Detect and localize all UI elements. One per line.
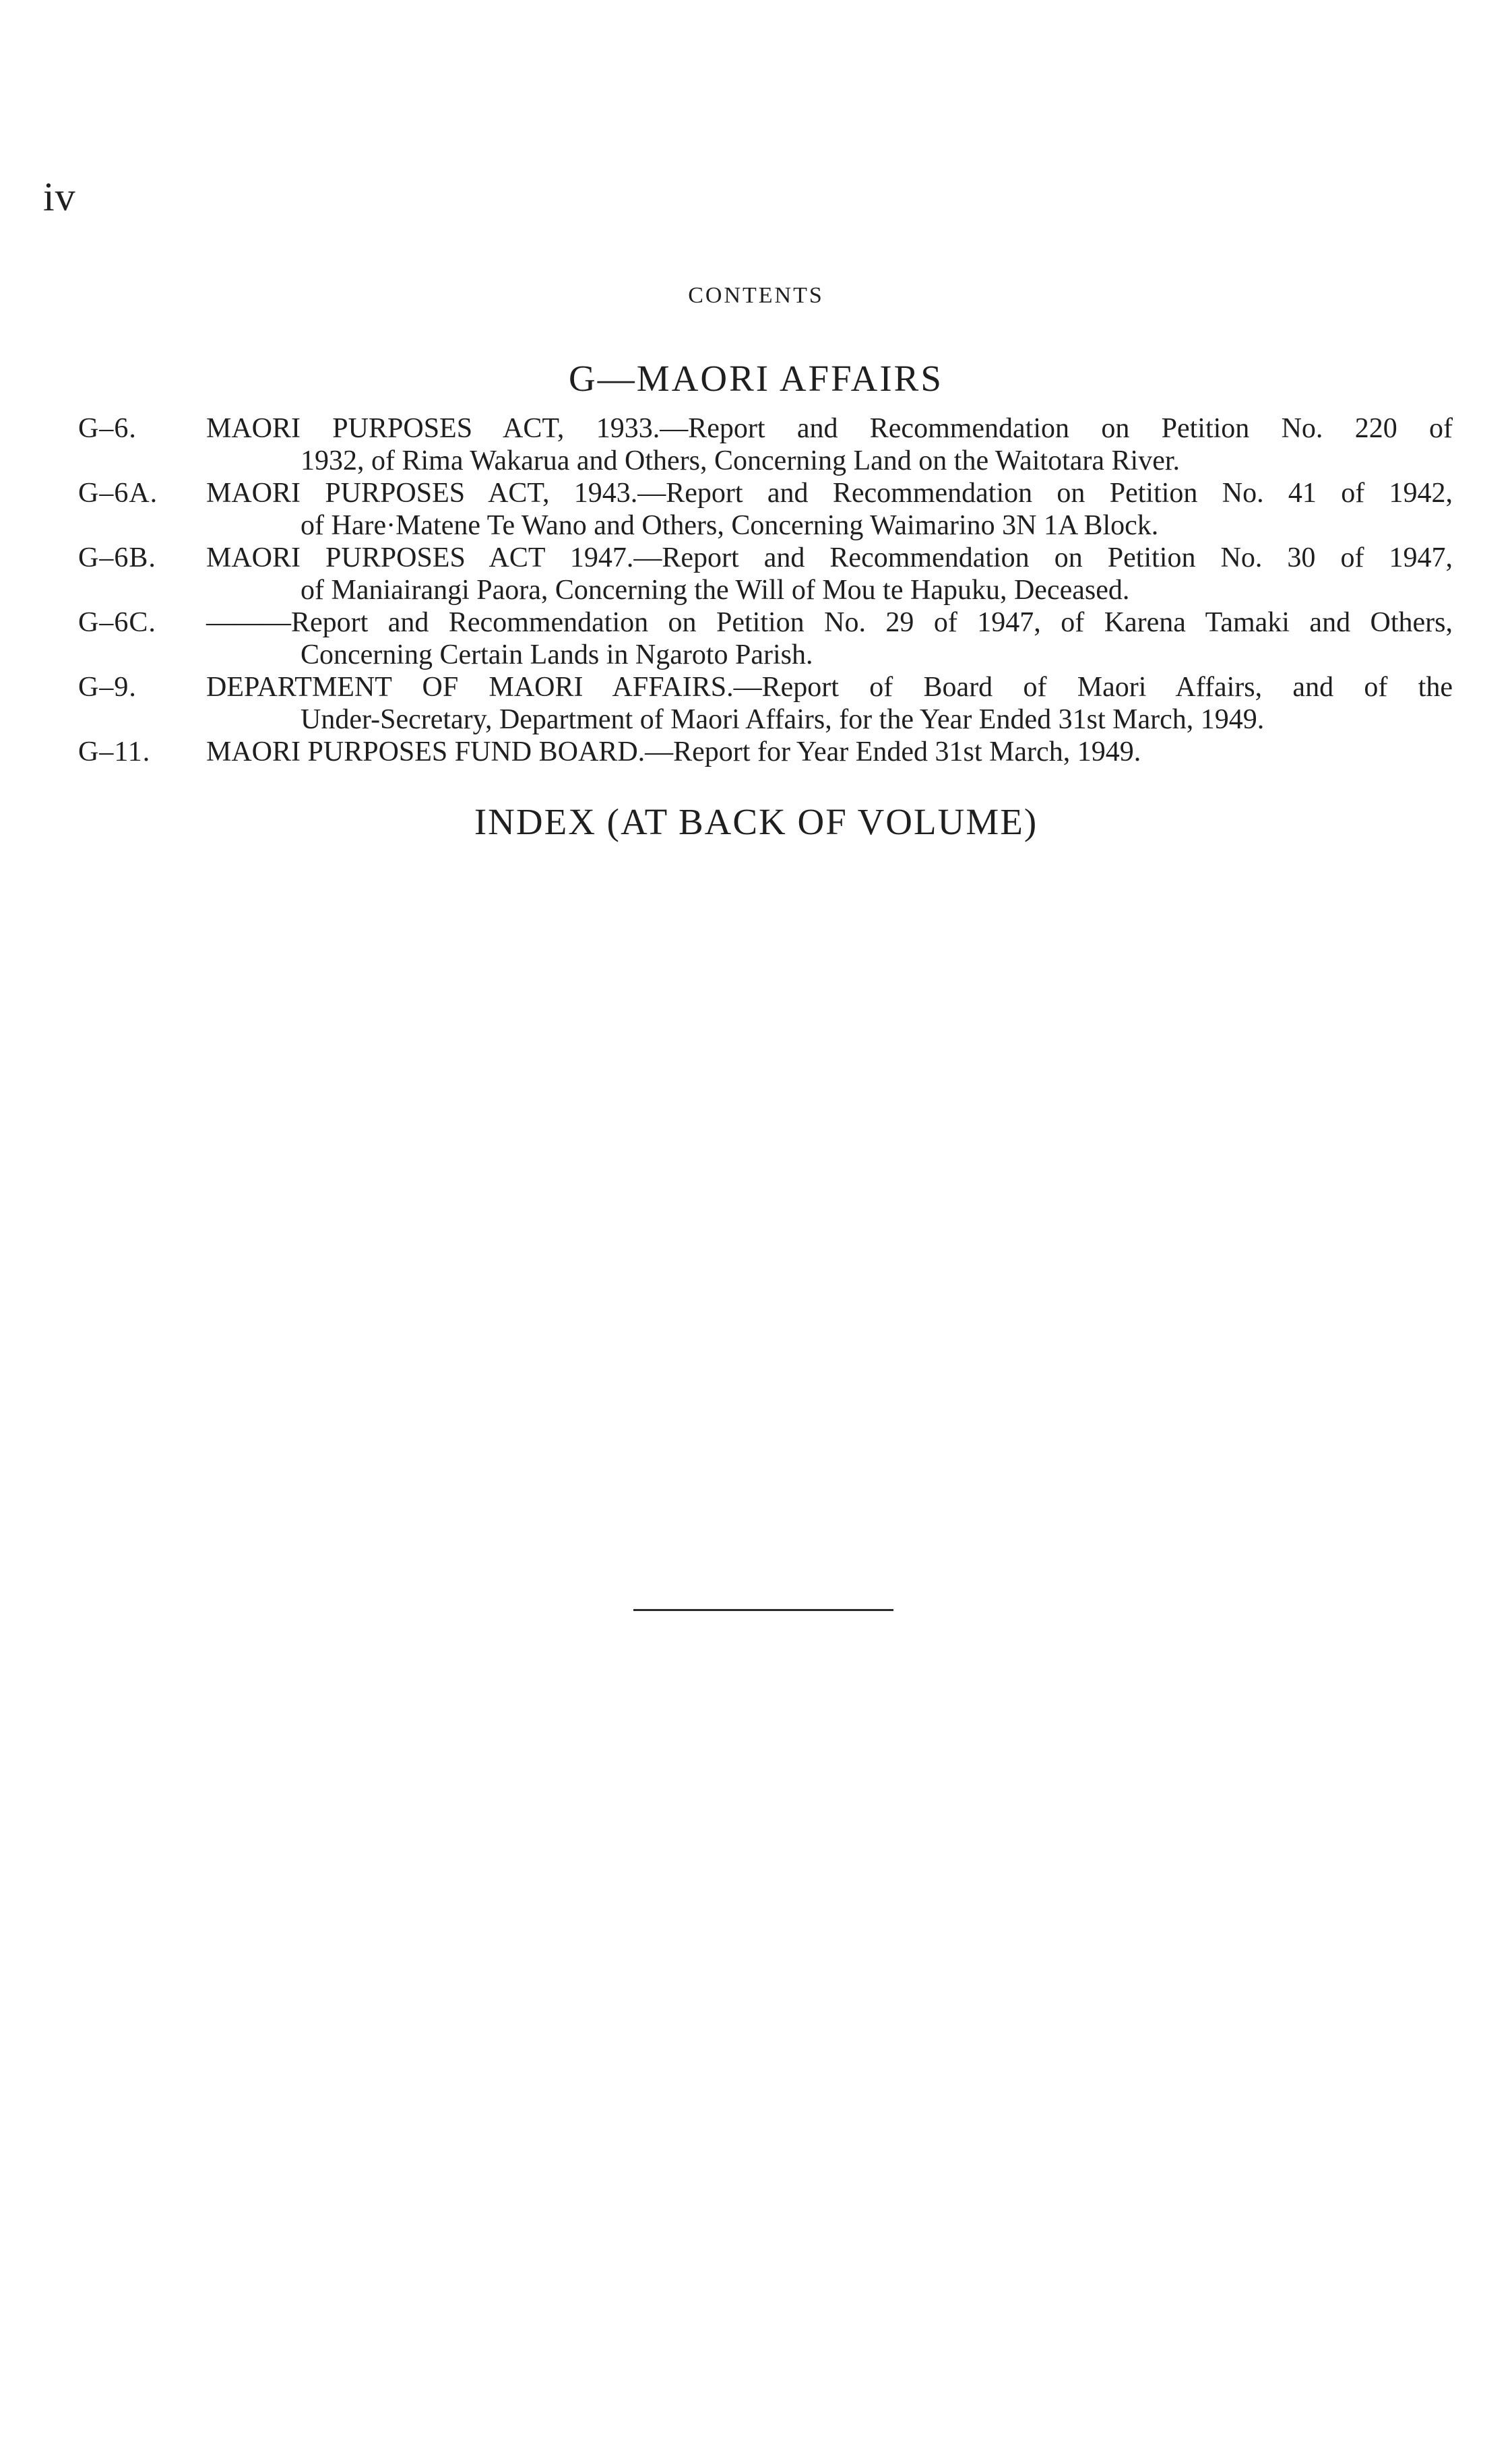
- index-note: INDEX (AT BACK OF VOLUME): [474, 801, 1038, 842]
- entry-text: [206, 412, 1453, 477]
- entry-line-2: Concerning Certain Lands in Ngaroto Parish.: [301, 639, 813, 670]
- entry-line-1: MAORI PURPOSES ACT, 1933.—Report and Recommendation on Petition No. 220 of: [206, 413, 1453, 444]
- entry-line-2: Under-Secretary, Department of Maori Affairs, for the Year Ended 31st March, 1949.: [301, 704, 1265, 735]
- entry-line-1: ———Report and Recommendation on Petition No. 29 of 1947, of Karena Tamaki and Others,: [206, 607, 1453, 638]
- entry-text: [206, 736, 1453, 768]
- entry-line-1: DEPARTMENT OF MAORI AFFAIRS.—Report of Board of Maori Affairs, and of the: [206, 672, 1453, 703]
- entry-line-1: MAORI PURPOSES ACT, 1943.—Report and Recommendation on Petition No. 41 of 1942,: [206, 478, 1453, 509]
- contents-entry: [78, 412, 1453, 477]
- entry-text: [206, 606, 1453, 671]
- entry-text: [206, 477, 1453, 542]
- entry-code: G–9.: [78, 672, 137, 703]
- entry-line-2: of Maniairangi Paora, Concerning the Will of Mou te Hapuku, Deceased.: [301, 575, 1130, 606]
- contents-heading: CONTENTS: [688, 283, 824, 308]
- entry-text: [206, 671, 1453, 736]
- contents-entry: [78, 671, 1453, 736]
- contents-entry: [78, 736, 1453, 768]
- entry-line-1: MAORI PURPOSES FUND BOARD.—Report for Year Ended 31st March, 1949.: [206, 736, 1141, 767]
- page-number: iv: [43, 175, 76, 219]
- entry-line-1: MAORI PURPOSES ACT 1947.—Report and Recommendation on Petition No. 30 of 1947,: [206, 542, 1453, 573]
- entry-code: G–6A.: [78, 478, 158, 509]
- contents-list: [78, 412, 1453, 768]
- entry-code: G–11.: [78, 736, 151, 767]
- contents-entry: [78, 606, 1453, 671]
- divider-rule: [633, 1609, 893, 1611]
- contents-entry: [78, 477, 1453, 542]
- entry-line-2: 1932, of Rima Wakarua and Others, Concerning Land on the Waitotara River.: [301, 445, 1180, 476]
- section-title: G—MAORI AFFAIRS: [569, 358, 943, 399]
- entry-code: G–6C.: [78, 607, 156, 638]
- contents-entry: [78, 542, 1453, 606]
- entry-text: [206, 542, 1453, 606]
- entry-code: G–6.: [78, 413, 137, 444]
- entry-line-2: of Hare·Matene Te Wano and Others, Concerning Waimarino 3N 1A Block.: [301, 510, 1159, 541]
- entry-code: G–6B.: [78, 542, 156, 573]
